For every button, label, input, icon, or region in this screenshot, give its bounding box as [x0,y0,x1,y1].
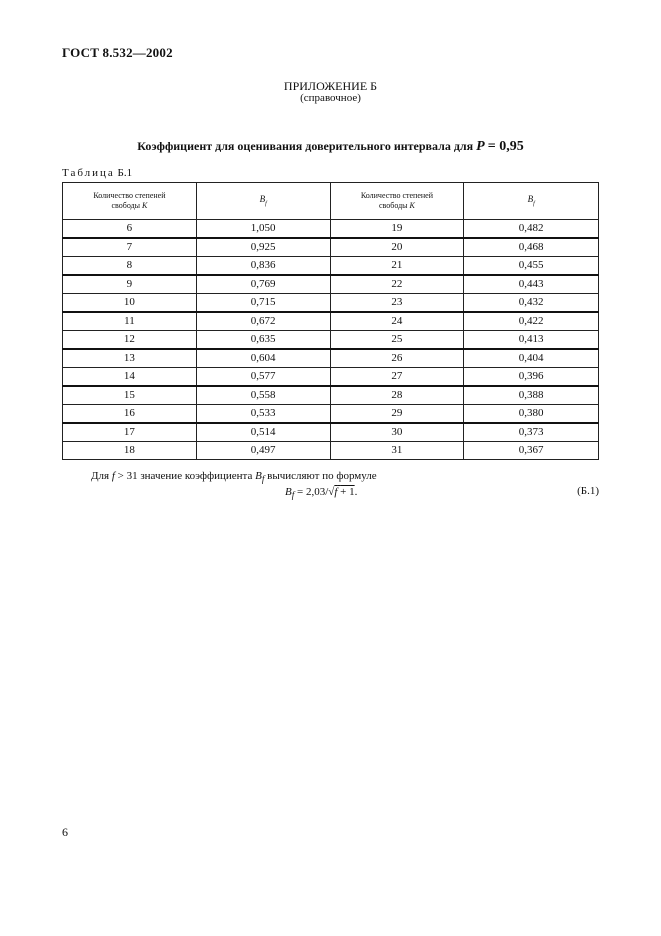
table-header-row [63,183,599,220]
table-cell: 1,050 [196,220,330,239]
table-cell: 29 [330,405,464,424]
table-cell: 16 [63,405,197,424]
table-cell: 0,422 [464,312,599,331]
table-cell: 15 [63,386,197,405]
appendix-title: ПРИЛОЖЕНИЕ Б [283,79,378,93]
table-body [63,220,599,460]
formula [285,486,357,500]
table-row [63,331,599,350]
table-cell: 0,533 [196,405,330,424]
table-cell: 0,455 [464,257,599,276]
formula-variable: f [334,486,338,498]
table-cell: 7 [63,238,197,257]
table-row [63,238,599,257]
header-coefficient-2 [464,183,599,220]
table-cell: 0,497 [196,442,330,460]
table-cell: 0,373 [464,423,599,442]
note-text: вычисляют по формуле [267,470,377,482]
table-cell: 30 [330,423,464,442]
header-text: Количество степеней [93,191,166,200]
table-cell: 0,367 [464,442,599,460]
table-row [63,312,599,331]
header-subscript: f [533,200,535,207]
table-cell: 28 [330,386,464,405]
table-cell: 0,577 [196,368,330,387]
header-text: Количество степеней [360,191,434,200]
table-cell: 0,482 [464,220,599,239]
formula-note [91,470,377,484]
table-row [63,257,599,276]
table-cell: 9 [63,275,197,294]
table-row [63,368,599,387]
note-variable: B [255,470,262,482]
table-cell: 14 [63,368,197,387]
table-row [63,275,599,294]
table-cell: 0,836 [196,257,330,276]
table-cell: 13 [63,349,197,368]
table-cell: 8 [63,257,197,276]
table-cell: 21 [330,257,464,276]
caption-text: Коэффициент для оценивания доверительного интервала для [137,139,474,153]
table-row [63,442,599,460]
table-label-number: Б.1 [117,167,133,179]
header-text: свободы [378,201,408,210]
formula-subscript: f [291,490,295,501]
document-code: ГОСТ 8.532—2002 [62,45,173,60]
header-variable: K [409,201,415,210]
table-cell: 18 [63,442,197,460]
table-caption [0,139,661,155]
table-cell: 0,432 [464,294,599,313]
header-coefficient-1 [196,183,330,220]
formula-text: + 1 [340,486,355,498]
table-row [63,405,599,424]
table-cell: 17 [63,423,197,442]
table-cell: 0,388 [464,386,599,405]
appendix-subtitle: (справочное) [300,92,361,104]
formula-variable: B [285,486,292,498]
table-cell: 0,769 [196,275,330,294]
formula-text: = 2,03/ [297,486,329,498]
note-text: > 31 значение коэффициента [117,470,253,482]
table-cell: 11 [63,312,197,331]
header-variable: K [142,201,148,210]
equation-number: (Б.1) [577,485,599,497]
table-cell: 0,604 [196,349,330,368]
header-degrees-freedom-1 [63,183,197,220]
header-variable: B [259,193,266,204]
table-cell: 0,443 [464,275,599,294]
table-label [62,167,132,179]
table-cell: 24 [330,312,464,331]
caption-variable: P [476,139,485,154]
table-cell: 0,404 [464,349,599,368]
table-cell: 25 [330,331,464,350]
table-cell: 10 [63,294,197,313]
note-variable: f [111,470,115,482]
table-cell: 19 [330,220,464,239]
formula-text: . [354,486,358,498]
table-cell: 12 [63,331,197,350]
table-label-word: Таблица [62,167,115,179]
table-cell: 27 [330,368,464,387]
table-cell: 20 [330,238,464,257]
table-cell: 31 [330,442,464,460]
caption-value: = 0,95 [487,139,524,154]
header-subscript: f [265,200,267,207]
table-cell: 0,413 [464,331,599,350]
table-row [63,423,599,442]
table-cell: 0,672 [196,312,330,331]
formula-radicand [334,486,354,498]
note-subscript: f [261,474,265,485]
table-cell: 0,558 [196,386,330,405]
table-cell: 0,514 [196,423,330,442]
table-cell: 6 [63,220,197,239]
table-cell: 0,380 [464,405,599,424]
table-row [63,294,599,313]
table-cell: 0,396 [464,368,599,387]
table-cell: 26 [330,349,464,368]
table-row [63,220,599,239]
table-cell: 0,635 [196,331,330,350]
header-variable: B [527,193,534,204]
header-degrees-freedom-2 [330,183,464,220]
sqrt-sign: √ [328,486,335,498]
coefficient-table [62,182,599,460]
page-number: 6 [62,825,68,839]
note-text: Для [91,470,110,482]
table-cell: 22 [330,275,464,294]
table-cell: 23 [330,294,464,313]
header-text: свободы [111,201,141,210]
table-cell: 0,715 [196,294,330,313]
appendix-heading [0,80,661,104]
table-cell: 0,468 [464,238,599,257]
table-row [63,349,599,368]
table-row [63,386,599,405]
table-cell: 0,925 [196,238,330,257]
